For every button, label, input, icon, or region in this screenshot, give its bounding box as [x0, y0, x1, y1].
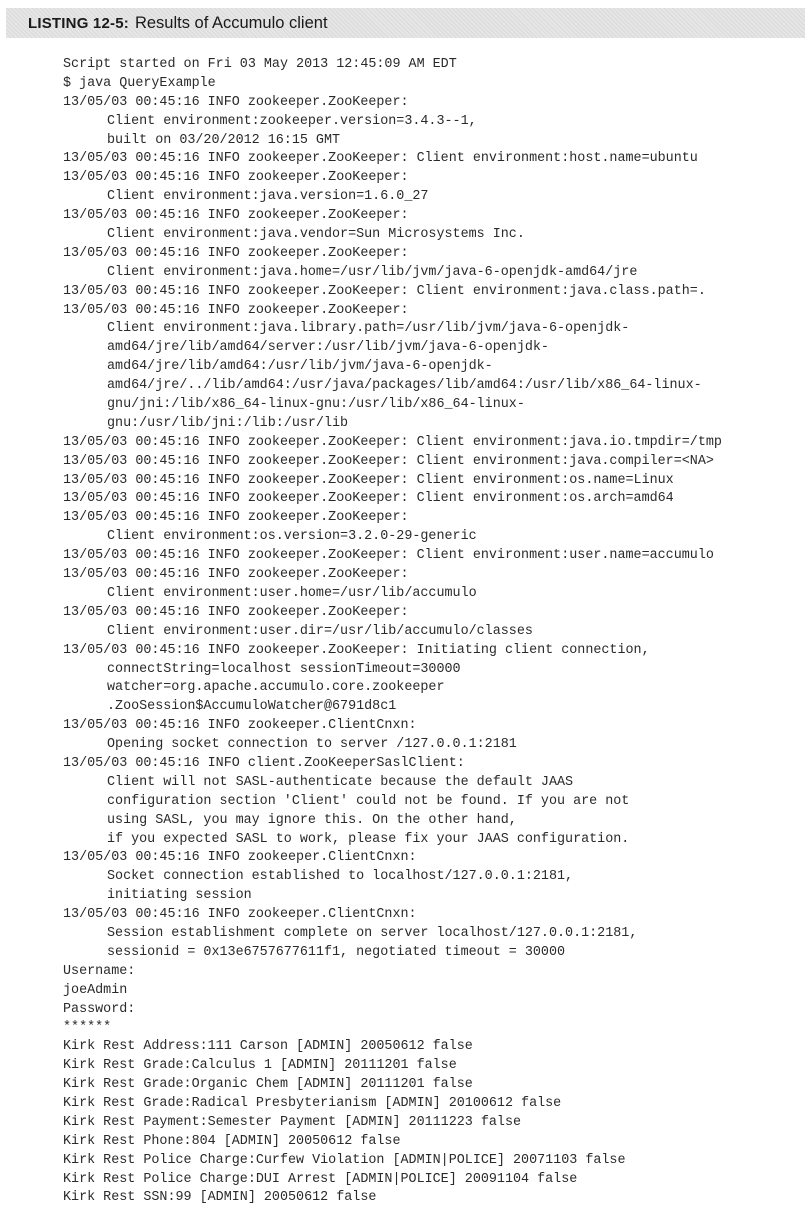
- code-line: 13/05/03 00:45:16 INFO zookeeper.ZooKeeper:: [63, 208, 409, 224]
- code-line: Kirk Rest Grade:Radical Presbyterianism [ADMIN] 20100612 false: [63, 1095, 562, 1111]
- code-line: 13/05/03 00:45:16 INFO zookeeper.ZooKeeper: Client environment:os.name=Linux: [63, 472, 674, 488]
- code-line: Opening socket connection to server /127.0.0.1:2181: [107, 737, 517, 753]
- code-line: 13/05/03 00:45:16 INFO zookeeper.ZooKeeper: Initiating client connection,: [63, 642, 650, 658]
- code-line: Username:: [63, 963, 136, 979]
- code-line: gnu/jni:/lib/x86_64-linux-gnu:/usr/lib/x86_64-linux-: [107, 397, 525, 413]
- code-line: Kirk Rest Address:111 Carson [ADMIN] 20050612 false: [63, 1039, 473, 1055]
- code-line: 13/05/03 00:45:16 INFO zookeeper.ZooKeeper:: [63, 302, 409, 318]
- code-line: Session establishment complete on server localhost/127.0.0.1:2181,: [107, 925, 638, 941]
- code-line: connectString=localhost sessionTimeout=30000: [107, 661, 461, 677]
- listing-title: Results of Accumulo client: [134, 13, 328, 32]
- code-line: 13/05/03 00:45:16 INFO zookeeper.ZooKeeper: Client environment:java.io.tmpdir=/tmp: [63, 434, 722, 450]
- code-line: joeAdmin: [63, 982, 128, 998]
- code-line: 13/05/03 00:45:16 INFO zookeeper.ZooKeeper:: [63, 170, 409, 186]
- code-line: amd64/jre/../lib/amd64:/usr/java/packages/lib/amd64:/usr/lib/x86_64-linux-: [107, 378, 702, 394]
- listing-header: [6, 8, 805, 38]
- code-line: Client environment:zookeeper.version=3.4.3--1,: [107, 113, 477, 129]
- code-line: Kirk Rest Phone:804 [ADMIN] 20050612 false: [63, 1133, 401, 1149]
- code-line: Client environment:user.home=/usr/lib/accumulo: [107, 585, 477, 601]
- code-line: 13/05/03 00:45:16 INFO zookeeper.ClientCnxn:: [63, 718, 417, 734]
- code-line: Kirk Rest Police Charge:DUI Arrest [ADMIN|POLICE] 20091104 false: [63, 1171, 578, 1187]
- code-line: 13/05/03 00:45:16 INFO zookeeper.ZooKeeper: Client environment:host.name=ubuntu: [63, 151, 698, 167]
- code-line: Kirk Rest Police Charge:Curfew Violation [ADMIN|POLICE] 20071103 false: [63, 1152, 626, 1168]
- code-line: 13/05/03 00:45:16 INFO zookeeper.ZooKeeper: Client environment:user.name=accumulo: [63, 548, 714, 564]
- code-line: Client environment:user.dir=/usr/lib/accumulo/classes: [107, 623, 533, 639]
- code-line: gnu:/usr/lib/jni:/lib:/usr/lib: [107, 415, 349, 431]
- code-line: built on 03/20/2012 16:15 GMT: [107, 132, 341, 148]
- code-line: 13/05/03 00:45:16 INFO zookeeper.ZooKeeper: Client environment:java.class.path=.: [63, 283, 706, 299]
- code-line: Kirk Rest Payment:Semester Payment [ADMIN] 20111223 false: [63, 1114, 522, 1130]
- code-line: initiating session: [107, 888, 252, 904]
- code-line: Kirk Rest Grade:Organic Chem [ADMIN] 20111201 false: [63, 1077, 473, 1093]
- code-line: Password:: [63, 1001, 136, 1017]
- code-listing: [63, 56, 722, 1208]
- code-line: 13/05/03 00:45:16 INFO zookeeper.ClientCnxn:: [63, 907, 417, 923]
- code-line: 13/05/03 00:45:16 INFO zookeeper.ZooKeeper:: [63, 510, 409, 526]
- code-line: Client environment:java.home=/usr/lib/jvm/java-6-openjdk-amd64/jre: [107, 264, 638, 280]
- code-line: 13/05/03 00:45:16 INFO zookeeper.ClientCnxn:: [63, 850, 417, 866]
- code-line: if you expected SASL to work, please fix your JAAS configuration.: [107, 831, 630, 847]
- code-line: Client will not SASL-authenticate because the default JAAS: [107, 774, 574, 790]
- code-line: Kirk Rest SSN:99 [ADMIN] 20050612 false: [63, 1190, 377, 1206]
- code-line: 13/05/03 00:45:16 INFO zookeeper.ZooKeeper: Client environment:os.arch=amd64: [63, 491, 674, 507]
- code-line: ******: [63, 1020, 112, 1036]
- code-line: amd64/jre/lib/amd64:/usr/lib/jvm/java-6-openjdk-: [107, 359, 493, 375]
- code-line: Client environment:java.vendor=Sun Microsystems Inc.: [107, 227, 525, 243]
- code-line: 13/05/03 00:45:16 INFO zookeeper.ZooKeeper:: [63, 245, 409, 261]
- code-line: Script started on Fri 03 May 2013 12:45:09 AM EDT: [63, 57, 457, 72]
- code-line: sessionid = 0x13e6757677611f1, negotiated timeout = 30000: [107, 944, 566, 960]
- code-line: amd64/jre/lib/amd64/server:/usr/lib/jvm/java-6-openjdk-: [107, 340, 549, 356]
- code-line: .ZooSession$AccumuloWatcher@6791d8c1: [107, 699, 397, 715]
- code-line: 13/05/03 00:45:16 INFO zookeeper.ZooKeeper:: [63, 94, 409, 110]
- code-line: Client environment:java.version=1.6.0_27: [107, 189, 429, 205]
- code-line: Client environment:java.library.path=/usr/lib/jvm/java-6-openjdk-: [107, 321, 630, 337]
- code-line: watcher=org.apache.accumulo.core.zookeeper: [107, 680, 445, 696]
- code-line: $ java QueryExample: [63, 75, 216, 91]
- code-line: 13/05/03 00:45:16 INFO zookeeper.ZooKeeper:: [63, 604, 409, 620]
- listing-label: LISTING 12-5:: [28, 14, 129, 32]
- code-line: configuration section 'Client' could not be found. If you are not: [107, 793, 630, 809]
- code-line: using SASL, you may ignore this. On the other hand,: [107, 812, 517, 828]
- code-line: Kirk Rest Grade:Calculus 1 [ADMIN] 20111201 false: [63, 1058, 457, 1074]
- code-line: Client environment:os.version=3.2.0-29-generic: [107, 529, 477, 545]
- code-line: 13/05/03 00:45:16 INFO zookeeper.ZooKeeper:: [63, 567, 409, 583]
- code-line: 13/05/03 00:45:16 INFO client.ZooKeeperSaslClient:: [63, 755, 465, 771]
- code-line: 13/05/03 00:45:16 INFO zookeeper.ZooKeeper: Client environment:java.compiler=<NA>: [63, 453, 714, 469]
- code-line: Socket connection established to localhost/127.0.0.1:2181,: [107, 869, 574, 885]
